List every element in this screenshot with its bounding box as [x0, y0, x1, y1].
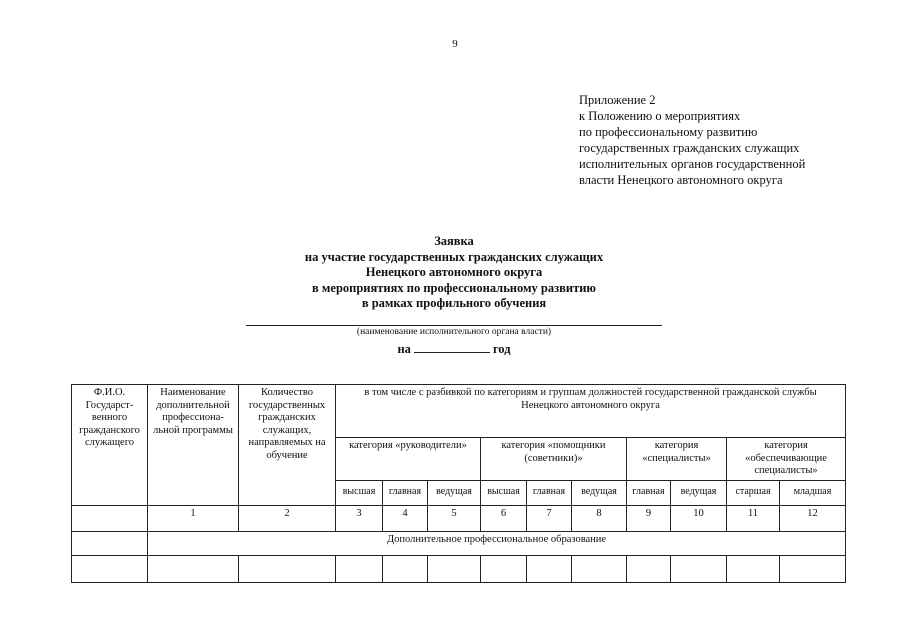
column-number-cell: 3: [336, 505, 383, 531]
appendix-header: [579, 92, 879, 188]
category-managers: категория «руководители»: [336, 438, 481, 481]
year-line: [246, 340, 662, 357]
section-label: Дополнительное профессиональное образование: [148, 531, 846, 555]
table-cell: [383, 555, 428, 582]
column-number-cell: 10: [671, 505, 727, 531]
title-line: на участие государственных гражданских служащих: [304, 249, 604, 264]
grade-cell: старшая: [727, 480, 780, 505]
header-count: Количество государственных гражданских служащих, направляемых на обучение: [239, 385, 336, 506]
table-cell: [72, 555, 148, 582]
grade-cell: ведущая: [572, 480, 627, 505]
title-line: Заявка: [434, 234, 474, 248]
page-number: 9: [452, 38, 458, 50]
column-number-cell: 4: [383, 505, 428, 531]
column-number-cell: 9: [627, 505, 671, 531]
year-suffix: год: [492, 342, 511, 356]
title-line: в мероприятиях по профессиональному развитию: [312, 280, 596, 295]
table-cell: [572, 555, 627, 582]
application-table: [71, 384, 846, 583]
grade-cell: высшая: [336, 480, 383, 505]
table-cell: [727, 555, 780, 582]
appendix-line: Приложение 2: [579, 93, 656, 107]
category-assistants: категория «помощники (советники)»: [481, 438, 627, 481]
header-breakdown-text: в том числе с разбивкой по категориям и группам должностей государственной гражданской службы: [364, 387, 817, 398]
column-number-cell: 6: [481, 505, 527, 531]
header-fio: Ф.И.О. Государст-венного гражданского служащего: [72, 385, 148, 506]
header-breakdown-region: Ненецкого автономного округа: [521, 399, 660, 411]
grade-cell: высшая: [481, 480, 527, 505]
header-breakdown: [336, 385, 846, 438]
year-prefix: на: [397, 342, 411, 356]
grade-cell: главная: [383, 480, 428, 505]
table-cell: [527, 555, 572, 582]
column-number-cell: [72, 505, 148, 531]
column-number-cell: 2: [239, 505, 336, 531]
appendix-line: государственных гражданских служащих: [579, 141, 800, 155]
appendix-line: к Положению о мероприятиях: [579, 109, 741, 123]
org-name-caption: (наименование исполнительного органа власти): [356, 327, 552, 337]
table-cell: [671, 555, 727, 582]
appendix-line: исполнительных органов государственной: [579, 157, 806, 171]
table-cell: [627, 555, 671, 582]
table-cell: [148, 555, 239, 582]
column-number-cell: 5: [428, 505, 481, 531]
header-program: Наименование дополнительной профессиона-льной программы: [148, 385, 239, 506]
column-number-cell: 1: [148, 505, 239, 531]
year-blank-field: [414, 340, 490, 353]
appendix-line: по профессиональному развитию: [579, 125, 758, 139]
table-cell: [239, 555, 336, 582]
column-number-cell: 7: [527, 505, 572, 531]
category-support-specialists: категория «обеспечивающие специалисты»: [727, 438, 846, 481]
table-cell: [481, 555, 527, 582]
table-cell: [336, 555, 383, 582]
category-specialists: категория «специалисты»: [627, 438, 727, 481]
column-number-cell: 8: [572, 505, 627, 531]
grade-cell: младшая: [780, 480, 846, 505]
table-cell: [428, 555, 481, 582]
column-number-cell: 12: [780, 505, 846, 531]
table-cell: [780, 555, 846, 582]
title-line: в рамках профильного обучения: [361, 296, 547, 310]
grade-cell: главная: [627, 480, 671, 505]
grade-cell: ведущая: [428, 480, 481, 505]
title-line: Ненецкого автономного округа: [365, 265, 543, 279]
appendix-line: власти Ненецкого автономного округа: [579, 173, 783, 187]
section-spacer-cell: [72, 531, 148, 555]
grade-cell: ведущая: [671, 480, 727, 505]
grade-cell: главная: [527, 480, 572, 505]
document-title: [204, 234, 704, 312]
column-number-cell: 11: [727, 505, 780, 531]
